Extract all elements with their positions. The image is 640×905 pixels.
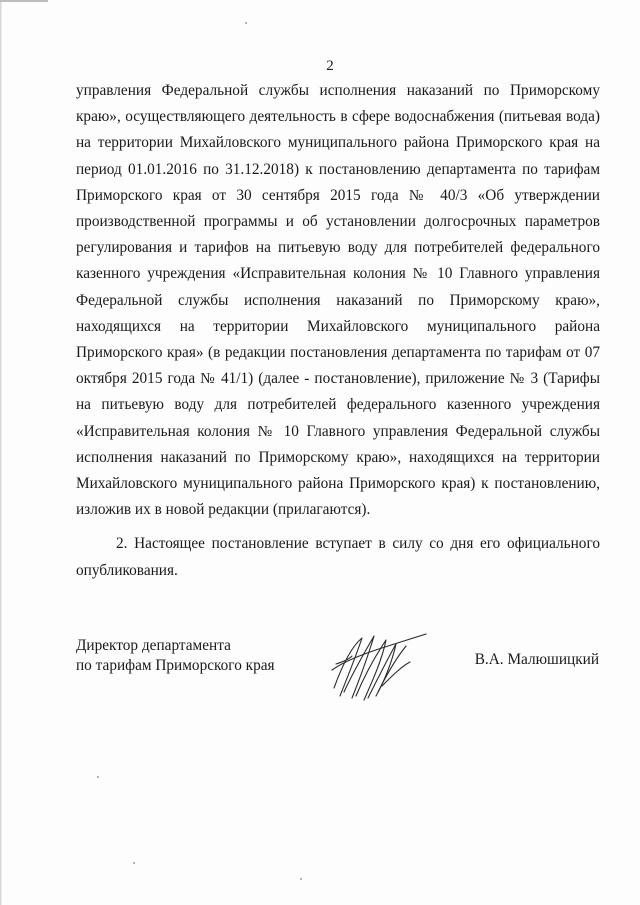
scan-speck — [133, 862, 135, 864]
scan-speck — [97, 776, 99, 778]
paragraph-effective-date: 2. Настоящее постановление вступает в силу со дня его официального опубликования. — [76, 535, 600, 579]
scan-artifact-line — [0, 0, 48, 2]
handwritten-signature — [322, 626, 432, 706]
signatory-position-line-1: Директор департамента — [76, 637, 231, 654]
signatory-name: В.А. Малюшицкий — [474, 651, 599, 668]
signatory-position — [76, 636, 316, 676]
scan-speck — [300, 878, 302, 880]
scan-edge — [0, 0, 2, 905]
page-number: 2 — [326, 58, 334, 74]
paragraph-continuation: управления Федеральной службы исполнения наказаний по Приморскому краю», осуществляющего деятельность в сфере водоснабжения (питьевая вода) на территории Михайловского муниципального района Приморского края на период 01.01.2016 по 31.12.2018) к постановлению департамента по тарифам Приморского края от 30 сентября 2015 года № 40/3 «Об утверждении производственной программы и об установлении долгосрочных параметров регулирования и тарифов на питьевую воду для потребителей федерального казенного учреждения «Исправительная колония № 10 Главного управления Федеральной службы исполнения наказаний по Приморскому краю», находящихся на территории Михайловского муниципального района Приморского края» (в редакции постановления департамента по тарифам от 07 октября 2015 года № 41/1) (далее - постановление), приложение № 3 (Тарифы на питьевую воду для потребителей федерального казенного учреждения «Исправительная колония № 10 Главного управления Федеральной службы исполнения наказаний по Приморскому краю», находящихся на территории Михайловского муниципального района Приморского края) к постановлению, изложив их в новой редакции (прилагаются). — [76, 82, 600, 519]
signatory-position-line-2: по тарифам Приморского края — [76, 657, 275, 674]
signature-block — [76, 636, 600, 716]
scan-speck — [245, 22, 247, 24]
document-body — [76, 78, 600, 584]
